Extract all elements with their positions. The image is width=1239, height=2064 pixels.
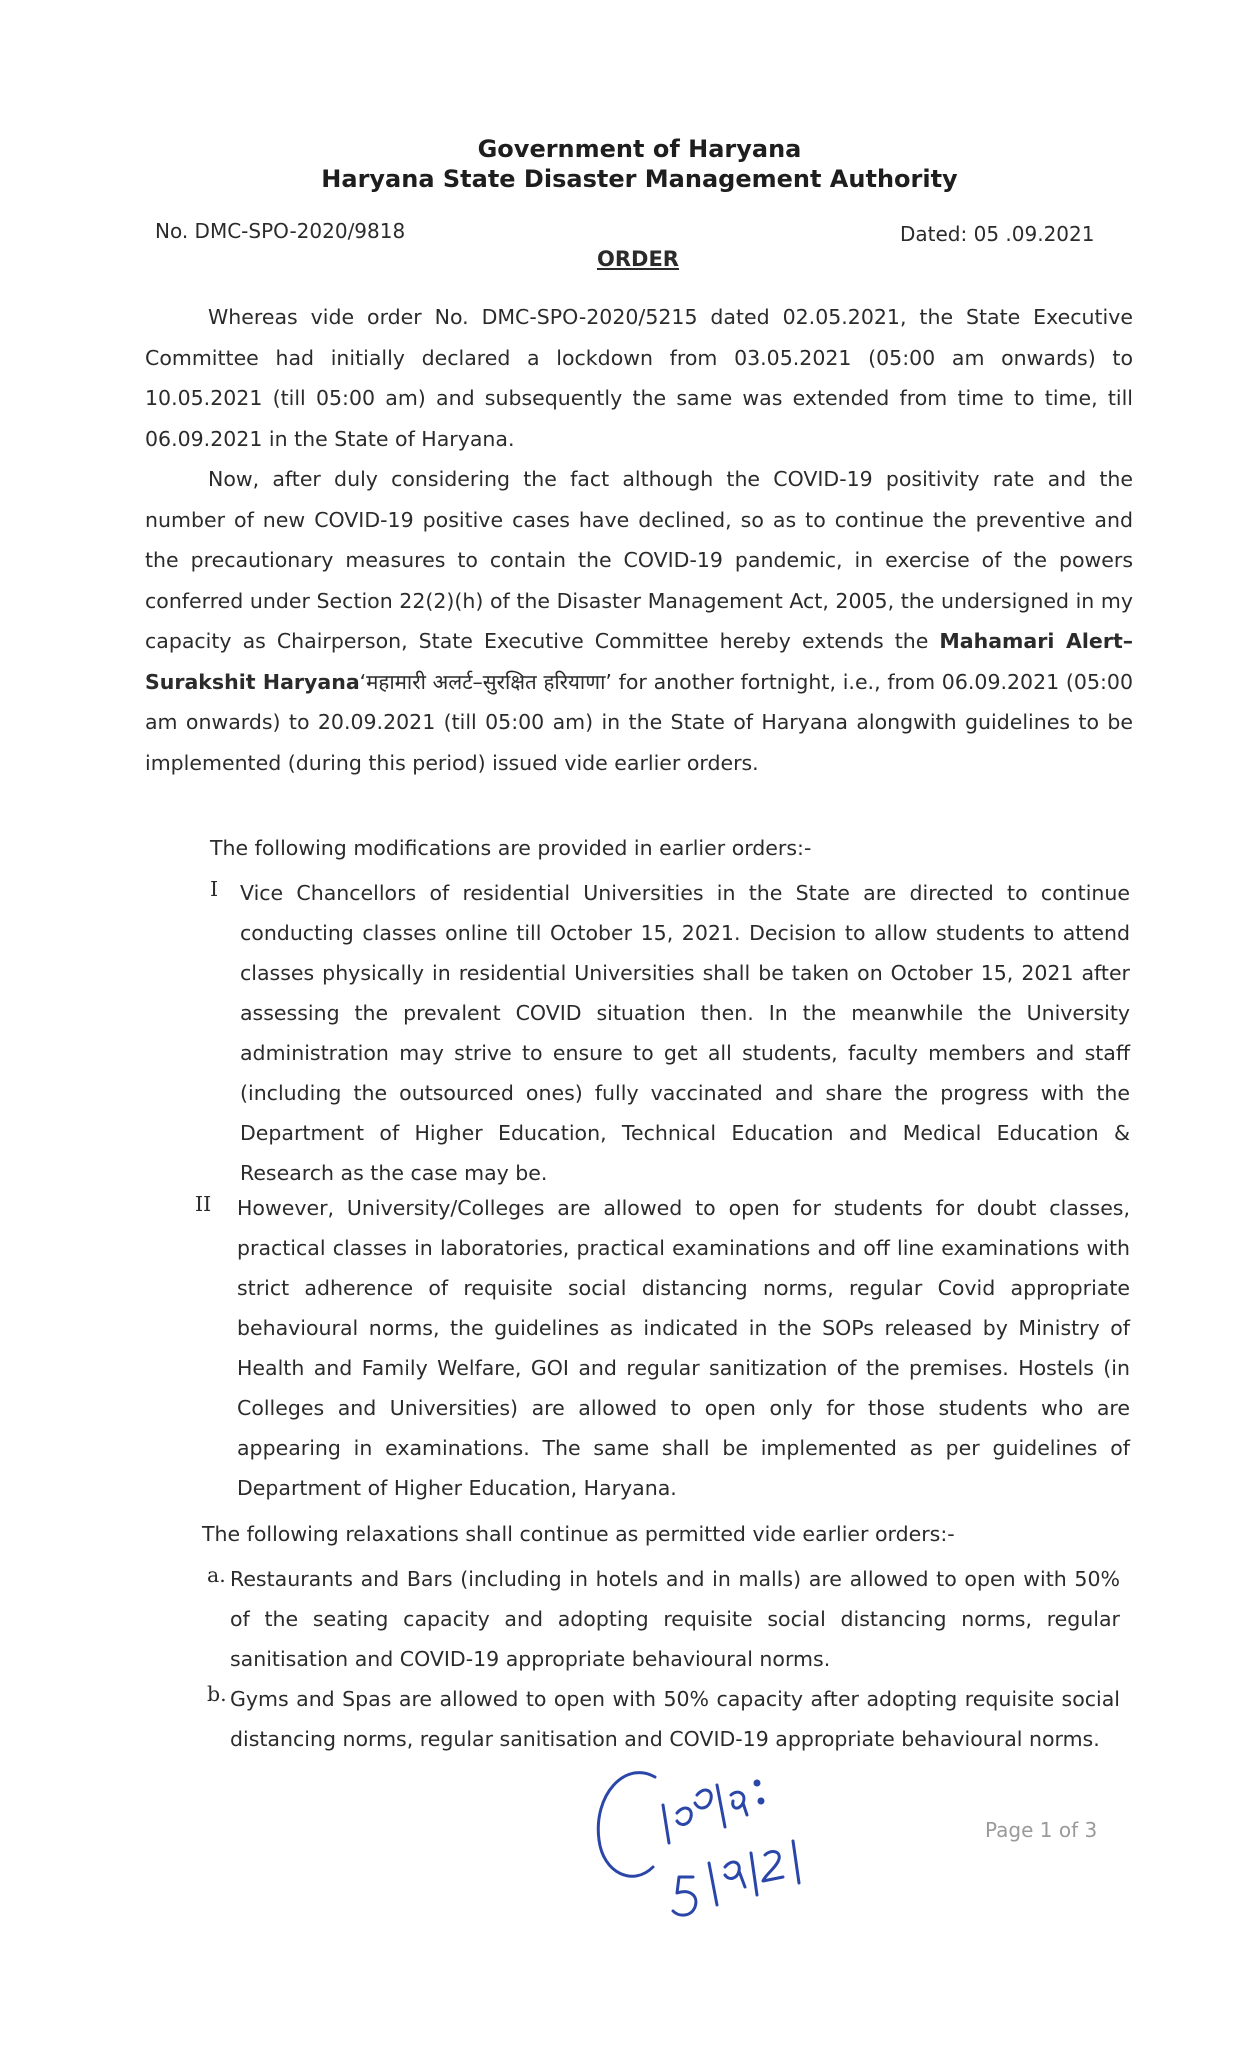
handwritten-signature — [585, 1755, 885, 1935]
reference-number: No. DMC-SPO-2020/9818 — [155, 219, 406, 243]
paragraph-extension-text: Now, after duly considering the fact although the COVID-19 positivity rate and the number of new COVID-19 positive cases have declined, so as to continue the preventive and the precautionary measures to contain the COVID-19 pandemic, in exercise of the powers conferred under Section 22(2)(h) of the Disaster Management Act, 2005, the undersigned in my capacity as Chairperson, State Executive Committee hereby extends the — [145, 467, 1133, 653]
relaxation-item: Gyms and Spas are allowed to open with 50% capacity after adopting requisite social distancing norms, regular sanitisation and COVID-19 appropriate behavioural norms. — [230, 1687, 1120, 1751]
relaxation-item: Restaurants and Bars (including in hotels and in malls) are allowed to open with 50% of the seating capacity and adopting requisite social distancing norms, regular sanitisation and COVID-19 appropriate behavioural norms. — [230, 1567, 1120, 1671]
campaign-name-hindi: ‘महामारी अलर्ट–सुरक्षित हरियाणा’ — [359, 669, 612, 694]
list-marker: a. — [207, 1563, 226, 1587]
relaxations-intro: The following relaxations shall continue as permitted vide earlier orders:- — [202, 1522, 955, 1546]
header-government: Government of Haryana — [477, 135, 802, 163]
list-marker: II — [195, 1192, 212, 1216]
modification-item: However, University/Colleges are allowed to open for students for doubt classes, practical classes in laboratories, practical examinations and off line examinations with strict adherence of requisite social distancing norms, regular Covid appropriate behavioural norms, the guidelines as indicated in the SOPs released by Ministry of Health and Family Welfare, GOI and regular sanitization of the premises. Hostels (in Colleges and Universities) are allowed to open only for those students who are appearing in examinations. The same shall be implemented as per guidelines of Department of Higher Education, Haryana. — [237, 1196, 1130, 1500]
list-marker: b. — [207, 1682, 227, 1706]
list-marker: I — [210, 877, 219, 901]
paragraph-extension — [145, 459, 1133, 783]
modification-item: Vice Chancellors of residential Universities in the State are directed to continue conducting classes online till October 15, 2021. Decision to allow students to attend classes physically in residential Universities shall be taken on October 15, 2021 after assessing the prevalent COVID situation then. In the meanwhile the University administration may strive to ensure to get all students, faculty members and staff (including the outsourced ones) fully vaccinated and share the progress with the Department of Higher Education, Technical Education and Medical Education & Research as the case may be. — [240, 881, 1130, 1185]
modifications-intro: The following modifications are provided in earlier orders:- — [210, 836, 812, 860]
paragraph-extension-text-end: for another fortnight, i.e., from 06.09.2021 (05:00 am onwards) to 20.09.2021 (till 05:00 am) in the State of Haryana alongwith guidelines to be implemented (during this period) issued vide earlier orders. — [145, 669, 1133, 775]
order-date: Dated: 05 .09.2021 — [900, 222, 1095, 246]
order-title: ORDER — [597, 247, 679, 271]
page-number: Page 1 of 3 — [985, 1818, 1098, 1842]
paragraph-whereas: Whereas vide order No. DMC-SPO-2020/5215 dated 02.05.2021, the State Executive Committee had initially declared a lockdown from 03.05.2021 (05:00 am onwards) to 10.05.2021 (till 05:00 am) and subsequently the same was extended from time to time, till 06.09.2021 in the State of Haryana. — [145, 305, 1133, 451]
header-authority: Haryana State Disaster Management Authority — [321, 165, 958, 193]
campaign-name: Mahamari Alert–Surakshit Haryana — [145, 629, 1133, 694]
